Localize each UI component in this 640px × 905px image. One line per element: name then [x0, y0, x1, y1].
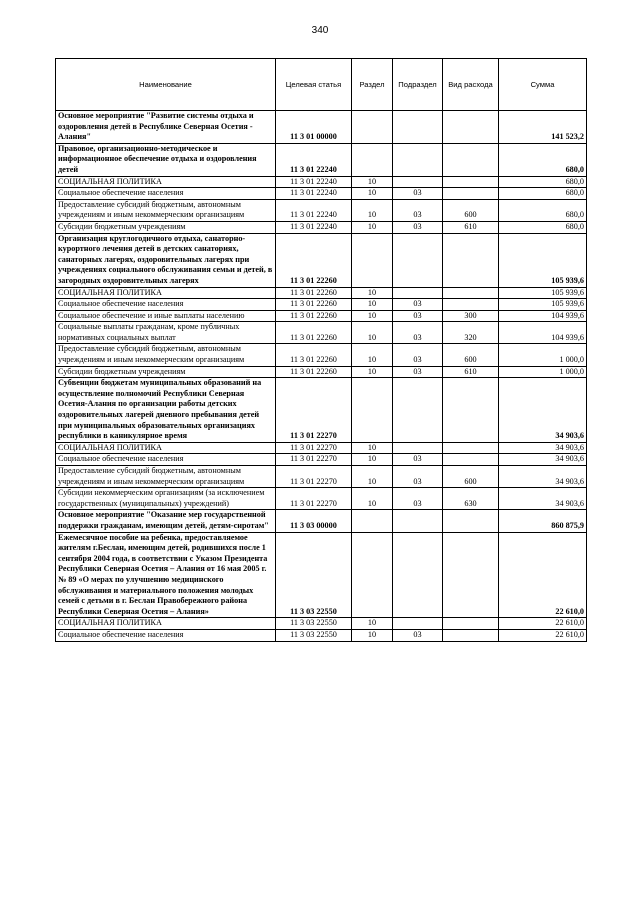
cell-podrazdel: [393, 143, 443, 176]
cell-sum: 34 903,6: [499, 442, 587, 454]
cell-razdel: 10: [352, 188, 393, 200]
table-row: [56, 176, 587, 188]
cell-vid: 600: [443, 344, 499, 366]
cell-name: Субсидии некоммерческим организациям (за исключением государственных (муниципальных) учреждений): [56, 488, 276, 510]
cell-vid: 300: [443, 310, 499, 322]
cell-vid: 600: [443, 199, 499, 221]
cell-podrazdel: [393, 442, 443, 454]
cell-vid: [443, 510, 499, 532]
table-row: [56, 466, 587, 488]
header-sum: Сумма: [499, 59, 587, 111]
cell-vid: [443, 143, 499, 176]
table-row: [56, 629, 587, 641]
cell-podrazdel: 03: [393, 221, 443, 233]
cell-razdel: 10: [352, 366, 393, 378]
cell-podrazdel: 03: [393, 366, 443, 378]
header-podrazdel: Подраздел: [393, 59, 443, 111]
cell-name: Социальные выплаты гражданам, кроме публичных нормативных социальных выплат: [56, 322, 276, 344]
table-row: [56, 143, 587, 176]
cell-sum: 1 000,0: [499, 344, 587, 366]
cell-vid: [443, 629, 499, 641]
cell-razdel: 10: [352, 310, 393, 322]
cell-vid: 630: [443, 488, 499, 510]
cell-podrazdel: [393, 287, 443, 299]
cell-code: 11 3 01 22260: [276, 322, 352, 344]
cell-podrazdel: [393, 111, 443, 144]
cell-razdel: 10: [352, 629, 393, 641]
cell-vid: [443, 176, 499, 188]
cell-sum: 34 903,6: [499, 378, 587, 443]
table-row: [56, 221, 587, 233]
table-header-row: [56, 59, 587, 111]
cell-code: 11 3 01 22260: [276, 366, 352, 378]
table-row: [56, 322, 587, 344]
cell-sum: 22 610,0: [499, 618, 587, 630]
cell-razdel: 10: [352, 344, 393, 366]
cell-sum: 34 903,6: [499, 466, 587, 488]
cell-code: 11 3 03 22550: [276, 532, 352, 618]
cell-vid: [443, 532, 499, 618]
cell-podrazdel: [393, 510, 443, 532]
table-row: [56, 287, 587, 299]
cell-vid: [443, 299, 499, 311]
cell-name: СОЦИАЛЬНАЯ ПОЛИТИКА: [56, 287, 276, 299]
cell-code: 11 3 03 22550: [276, 629, 352, 641]
cell-razdel: [352, 233, 393, 287]
cell-podrazdel: 03: [393, 322, 443, 344]
cell-razdel: 10: [352, 176, 393, 188]
cell-name: СОЦИАЛЬНАЯ ПОЛИТИКА: [56, 618, 276, 630]
table-row: [56, 488, 587, 510]
cell-code: 11 3 01 22270: [276, 466, 352, 488]
cell-razdel: [352, 143, 393, 176]
header-code: Целевая статья: [276, 59, 352, 111]
cell-sum: 141 523,2: [499, 111, 587, 144]
cell-sum: 105 939,6: [499, 287, 587, 299]
cell-razdel: [352, 510, 393, 532]
cell-vid: [443, 378, 499, 443]
cell-sum: 22 610,0: [499, 532, 587, 618]
cell-code: 11 3 01 22260: [276, 299, 352, 311]
cell-code: 11 3 01 22260: [276, 310, 352, 322]
cell-sum: 680,0: [499, 199, 587, 221]
cell-name: Социальное обеспечение населения: [56, 454, 276, 466]
table-row: [56, 310, 587, 322]
cell-podrazdel: [393, 233, 443, 287]
cell-code: 11 3 01 22270: [276, 442, 352, 454]
cell-name: Социальное обеспечение населения: [56, 188, 276, 200]
cell-sum: 860 875,9: [499, 510, 587, 532]
cell-vid: 600: [443, 466, 499, 488]
cell-sum: 1 000,0: [499, 366, 587, 378]
cell-podrazdel: [393, 532, 443, 618]
cell-razdel: 10: [352, 618, 393, 630]
cell-name: Организация круглогодичного отдыха, санаторно-курортного лечения детей в детских санаториях, санаторных лагерях, оздоровительных лагерях при учреждениях социального обслуживания семьи и детей, в загородных оздоровительных лагерях: [56, 233, 276, 287]
table-row: [56, 618, 587, 630]
cell-sum: 680,0: [499, 188, 587, 200]
cell-sum: 104 939,6: [499, 310, 587, 322]
cell-name: Правовое, организационно-методическое и информационное обеспечение отдыха и оздоровления детей: [56, 143, 276, 176]
table-row: [56, 233, 587, 287]
cell-vid: [443, 618, 499, 630]
cell-name: Основное мероприятие "Оказание мер государственной поддержки гражданам, имеющим детей, детям-сиротам": [56, 510, 276, 532]
cell-podrazdel: 03: [393, 454, 443, 466]
cell-razdel: [352, 532, 393, 618]
cell-name: Субвенции бюджетам муниципальных образований на осуществление полномочий Республики Северная Осетия-Алания по организации работы детских оздоровительных лагерей дневного пребывания детей при муниципальных образовательных организациях республики в каникулярное время: [56, 378, 276, 443]
cell-vid: [443, 287, 499, 299]
cell-name: Социальное обеспечение и иные выплаты населению: [56, 310, 276, 322]
cell-vid: [443, 442, 499, 454]
cell-razdel: 10: [352, 221, 393, 233]
cell-podrazdel: 03: [393, 488, 443, 510]
cell-vid: [443, 111, 499, 144]
cell-code: 11 3 01 22270: [276, 488, 352, 510]
cell-name: Предоставление субсидий бюджетным, автономным учреждениям и иным некоммерческим организациям: [56, 344, 276, 366]
cell-vid: 320: [443, 322, 499, 344]
cell-code: 11 3 01 22240: [276, 176, 352, 188]
cell-sum: 105 939,6: [499, 299, 587, 311]
cell-razdel: [352, 111, 393, 144]
cell-vid: 610: [443, 366, 499, 378]
cell-sum: 22 610,0: [499, 629, 587, 641]
table-row: [56, 378, 587, 443]
cell-sum: 34 903,6: [499, 454, 587, 466]
cell-razdel: 10: [352, 287, 393, 299]
cell-sum: 105 939,6: [499, 233, 587, 287]
cell-code: 11 3 01 22240: [276, 199, 352, 221]
cell-sum: 680,0: [499, 143, 587, 176]
cell-code: 11 3 01 22240: [276, 188, 352, 200]
cell-podrazdel: [393, 378, 443, 443]
cell-podrazdel: 03: [393, 199, 443, 221]
cell-razdel: 10: [352, 466, 393, 488]
table-row: [56, 344, 587, 366]
cell-name: Социальное обеспечение населения: [56, 299, 276, 311]
cell-sum: 680,0: [499, 221, 587, 233]
cell-name: Предоставление субсидий бюджетным, автономным учреждениям и иным некоммерческим организациям: [56, 199, 276, 221]
budget-table: [55, 58, 587, 642]
page-number: 340: [311, 25, 329, 36]
table-row: [56, 532, 587, 618]
cell-name: Социальное обеспечение населения: [56, 629, 276, 641]
cell-code: 11 3 03 00000: [276, 510, 352, 532]
cell-code: 11 3 01 22270: [276, 378, 352, 443]
table-row: [56, 442, 587, 454]
cell-podrazdel: 03: [393, 344, 443, 366]
cell-name: СОЦИАЛЬНАЯ ПОЛИТИКА: [56, 442, 276, 454]
cell-vid: 610: [443, 221, 499, 233]
table-row: [56, 299, 587, 311]
cell-name: Субсидии бюджетным учреждениям: [56, 221, 276, 233]
cell-vid: [443, 233, 499, 287]
cell-razdel: [352, 378, 393, 443]
cell-podrazdel: 03: [393, 466, 443, 488]
cell-podrazdel: 03: [393, 188, 443, 200]
table-row: [56, 366, 587, 378]
header-vid: Вид расхода: [443, 59, 499, 111]
cell-sum: 680,0: [499, 176, 587, 188]
cell-razdel: 10: [352, 299, 393, 311]
table-row: [56, 111, 587, 144]
cell-code: 11 3 01 22260: [276, 233, 352, 287]
header-razdel: Раздел: [352, 59, 393, 111]
cell-podrazdel: [393, 176, 443, 188]
cell-name: Ежемесячное пособие на ребенка, предоставляемое жителям г.Беслан, имеющим детей, родившихся после 1 сентября 2004 года, в соответствии с Указом Президента Республики Северная Осетия – Алания от 16 мая 2005 г. № 89 «О мерах по улучшению медицинского обслуживания и материального положения молодых семей с детьми в г. Беслан Правобережного района Республики Северная Осетия – Алания»: [56, 532, 276, 618]
cell-razdel: 10: [352, 488, 393, 510]
cell-code: 11 3 03 22550: [276, 618, 352, 630]
cell-razdel: 10: [352, 199, 393, 221]
cell-code: 11 3 01 22240: [276, 143, 352, 176]
cell-razdel: 10: [352, 454, 393, 466]
cell-sum: 104 939,6: [499, 322, 587, 344]
cell-code: 11 3 01 22260: [276, 344, 352, 366]
cell-podrazdel: 03: [393, 299, 443, 311]
cell-code: 11 3 01 22240: [276, 221, 352, 233]
cell-code: 11 3 01 22260: [276, 287, 352, 299]
table-row: [56, 188, 587, 200]
cell-razdel: 10: [352, 322, 393, 344]
table-row: [56, 510, 587, 532]
cell-name: СОЦИАЛЬНАЯ ПОЛИТИКА: [56, 176, 276, 188]
cell-podrazdel: [393, 618, 443, 630]
cell-vid: [443, 188, 499, 200]
cell-razdel: 10: [352, 442, 393, 454]
cell-vid: [443, 454, 499, 466]
cell-name: Субсидии бюджетным учреждениям: [56, 366, 276, 378]
cell-name: Основное мероприятие "Развитие системы отдыха и оздоровления детей в Республике Северная Осетия - Алания": [56, 111, 276, 144]
cell-sum: 34 903,6: [499, 488, 587, 510]
cell-name: Предоставление субсидий бюджетным, автономным учреждениям и иным некоммерческим организациям: [56, 466, 276, 488]
table-row: [56, 199, 587, 221]
header-name: Наименование: [56, 59, 276, 111]
cell-podrazdel: 03: [393, 629, 443, 641]
table-row: [56, 454, 587, 466]
cell-podrazdel: 03: [393, 310, 443, 322]
table-body: [56, 111, 587, 642]
cell-code: 11 3 01 22270: [276, 454, 352, 466]
cell-code: 11 3 01 00000: [276, 111, 352, 144]
